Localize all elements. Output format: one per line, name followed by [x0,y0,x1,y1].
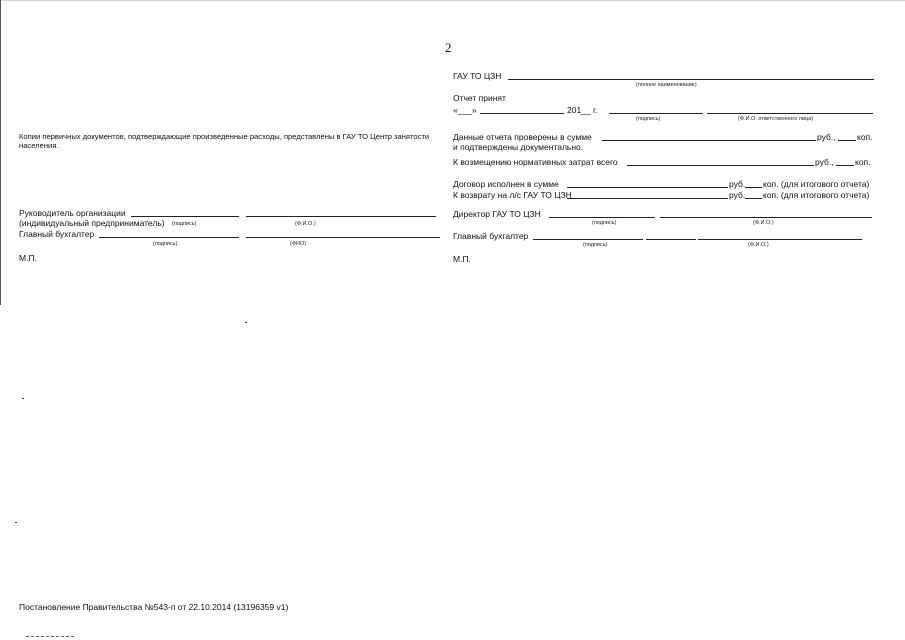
right-accountant-label: Главный бухгалтер [453,231,529,241]
right-accountant-name-caption: (Ф.И.О.) [748,242,769,248]
right-stamp: М.П. [453,254,471,264]
date-sign-caption: (подпись) [636,116,661,122]
reimb-kop-line [836,165,854,166]
right-accountant-sign-line-2 [646,239,696,240]
date-month-line [480,113,564,114]
right-accountant-sign-line [533,239,643,240]
left-stamp: М.П. [19,253,37,263]
copies-text-line1: Копии первичных документов, подтверждающие произведенные расходы, представлены в ГАУ ТО Центр занятости [19,132,430,141]
page-top-edge [0,0,905,1]
checked-line1: Данные отчета проверены в сумме [453,132,592,142]
contract-rub-line [567,187,728,188]
date-sign-line [609,113,703,114]
head-label-line2: (индивидуальный предприниматель) [19,218,165,228]
director-name-line [660,217,872,218]
left-accountant-label: Главный бухгалтер [19,229,95,239]
head-label-line1: Руководитель организации [19,208,126,218]
reimb-rub: руб., [815,157,834,167]
left-accountant-sign-caption: (подпись) [153,241,178,247]
refund-rub-line [567,198,728,199]
checked-rub-line [602,140,816,141]
head-sign-line [131,216,239,217]
scan-speck [15,522,17,523]
reimb-label: К возмещению нормативных затрат всего [453,157,618,167]
page-number: 2 [445,40,452,55]
date-prefix: «___» [453,105,477,115]
checked-kop: коп. [857,132,873,142]
page-left-edge [0,0,1,305]
org-label: ГАУ ТО ЦЗН [453,71,502,81]
checked-line2: и подтверждены документально. [453,142,584,152]
right-accountant-name-line [698,239,862,240]
head-name-line [246,216,436,217]
head-name-caption: (Ф.И.О.) [295,221,316,227]
refund-label: К возврату на л/с ГАУ ТО ЦЗН [453,190,572,200]
reimb-kop: коп. [855,157,871,167]
scan-speck [22,398,24,399]
contract-kop-line [745,187,762,188]
right-accountant-sign-caption: (подпись) [583,242,608,248]
contract-label: Договор исполнен в сумме [453,179,559,189]
scan-edge-mark [26,636,74,639]
left-accountant-name-caption: (ФИО) [290,241,307,247]
left-accountant-sign-line [99,237,239,238]
org-caption: (полное наименование) [636,82,697,88]
contract-kop: коп. (для итогового отчета) [763,179,870,189]
copies-text-line2: населения. [19,141,59,150]
report-accepted: Отчет принят [453,93,506,103]
scan-speck [245,322,247,323]
refund-rub: руб. [729,190,746,200]
date-year: 201__ г. [567,105,598,115]
refund-kop-line [745,198,762,199]
director-label: Директор ГАУ ТО ЦЗН [453,209,541,219]
date-name-caption: (Ф.И.О. ответственного лица) [738,116,814,122]
checked-kop-line [838,140,856,141]
refund-kop: коп. (для итогового отчета) [763,190,870,200]
head-sign-caption: (подпись) [172,221,197,227]
director-name-caption: (Ф.И.О.) [753,220,774,226]
director-sign-caption: (подпись) [592,220,617,226]
date-name-line [707,113,873,114]
reimb-rub-line [627,165,814,166]
left-accountant-name-line [246,237,440,238]
footer-decree: Постановление Правительства №543-п от 22.10.2014 (13196359 v1) [19,602,289,612]
director-sign-line [549,217,655,218]
checked-rub: руб., [817,132,836,142]
org-name-line [508,79,874,80]
contract-rub: руб. [729,179,746,189]
